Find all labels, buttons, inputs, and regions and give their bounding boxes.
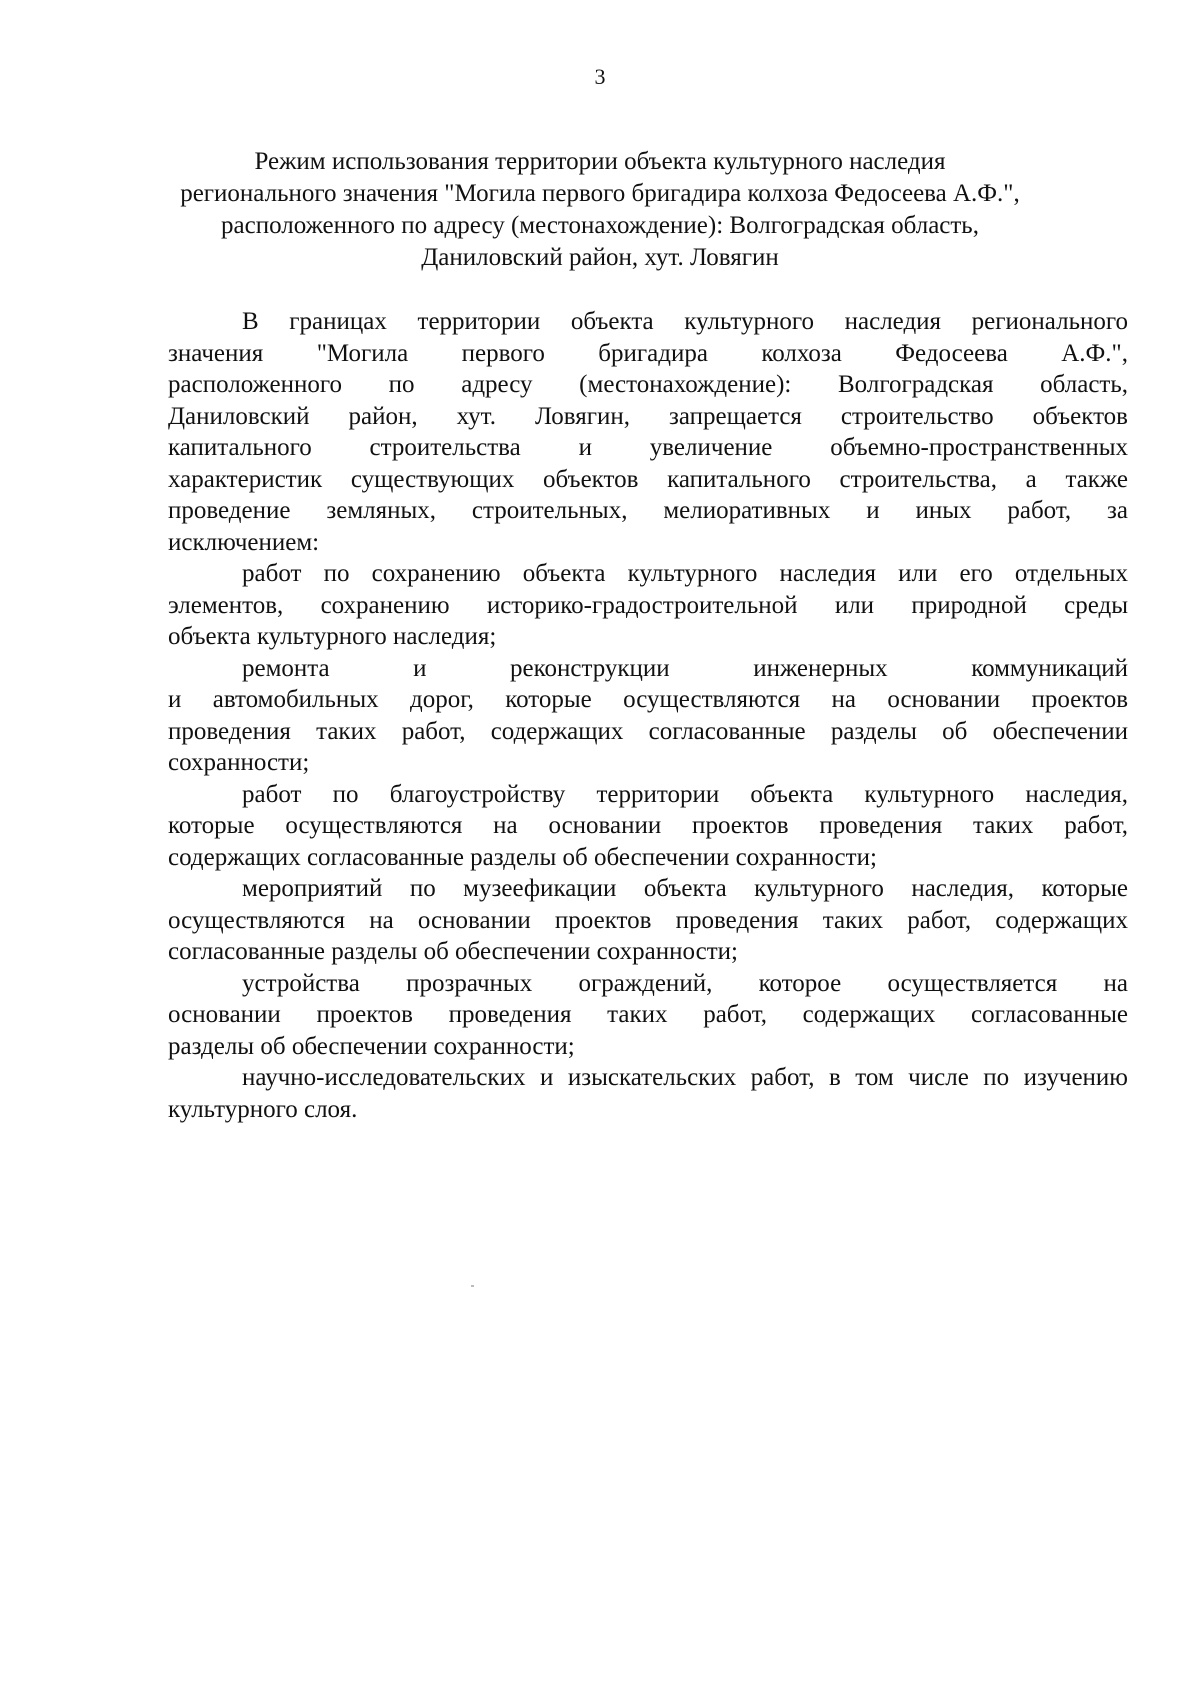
- paragraph-line: расположенного по адресу (местонахождение): Волгоградская область,: [168, 371, 1128, 398]
- paragraph-line: Даниловский район, хут. Ловягин, запрещается строительство объектов: [168, 402, 1128, 430]
- title-line: Режим использования территории объекта культурного наследия: [254, 148, 946, 175]
- paragraph: [168, 558, 1128, 653]
- title-line: Даниловский район, хут. Ловягин: [421, 244, 779, 271]
- paragraph-line: культурного слоя.: [168, 1095, 358, 1123]
- paragraph-line: характеристик существующих объектов капитального строительства, а также: [168, 465, 1128, 493]
- paragraph-line: сохранности;: [168, 749, 310, 776]
- paragraph-line: работ по благоустройству территории объекта культурного наследия,: [242, 780, 1128, 808]
- document-title: [140, 146, 1060, 274]
- paragraph: [168, 306, 1128, 558]
- paragraph: [168, 653, 1128, 779]
- paragraph-line: которые осуществляются на основании проектов проведения таких работ,: [168, 812, 1128, 839]
- paragraph-line: согласованные разделы об обеспечении сохранности;: [168, 938, 738, 965]
- paragraph-line: устройства прозрачных ограждений, которое осуществляется на: [242, 969, 1128, 997]
- paragraph-line: исключением:: [168, 528, 320, 556]
- paragraph-line: значения "Могила первого бригадира колхоза Федосеева А.Ф.",: [168, 339, 1128, 367]
- title-line: расположенного по адресу (местонахождение): Волгоградская область,: [221, 212, 979, 239]
- paragraph-line: мероприятий по музеефикации объекта культурного наследия, которые: [242, 875, 1128, 902]
- paragraph-line: объекта культурного наследия;: [168, 623, 497, 650]
- paragraph: [168, 779, 1128, 874]
- paragraph: [168, 873, 1128, 968]
- paragraph-line: капитального строительства и увеличение объемно-пространственных: [168, 434, 1128, 461]
- document-body: [168, 306, 1128, 1125]
- scan-speck: [471, 1285, 474, 1287]
- paragraph-line: осуществляются на основании проектов проведения таких работ, содержащих: [168, 906, 1128, 934]
- title-line: регионального значения "Могила первого бригадира колхоза Федосеева А.Ф.",: [180, 180, 1020, 207]
- paragraph-line: и автомобильных дорог, которые осуществляются на основании проектов: [168, 686, 1128, 713]
- paragraph: [168, 1062, 1128, 1125]
- paragraph-line: элементов, сохранению историко-градостроительной или природной среды: [168, 591, 1128, 619]
- paragraph-line: научно-исследовательских и изыскательских работ, в том числе по изучению: [242, 1064, 1128, 1091]
- paragraph-line: основании проектов проведения таких работ, содержащих согласованные: [168, 1001, 1128, 1028]
- paragraph-line: ремонта и реконструкции инженерных коммуникаций: [242, 654, 1128, 682]
- paragraph-line: В границах территории объекта культурного наследия регионального: [242, 308, 1128, 335]
- paragraph-line: проведение земляных, строительных, мелиоративных и иных работ, за: [168, 497, 1128, 524]
- paragraph-line: разделы об обеспечении сохранности;: [168, 1032, 575, 1060]
- paragraph-line: содержащих согласованные разделы об обеспечении сохранности;: [168, 843, 877, 871]
- paragraph-line: проведения таких работ, содержащих согласованные разделы об обеспечении: [168, 717, 1128, 745]
- page-number: 3: [594, 64, 606, 89]
- paragraph-line: работ по сохранению объекта культурного наследия или его отдельных: [242, 560, 1128, 587]
- paragraph: [168, 968, 1128, 1063]
